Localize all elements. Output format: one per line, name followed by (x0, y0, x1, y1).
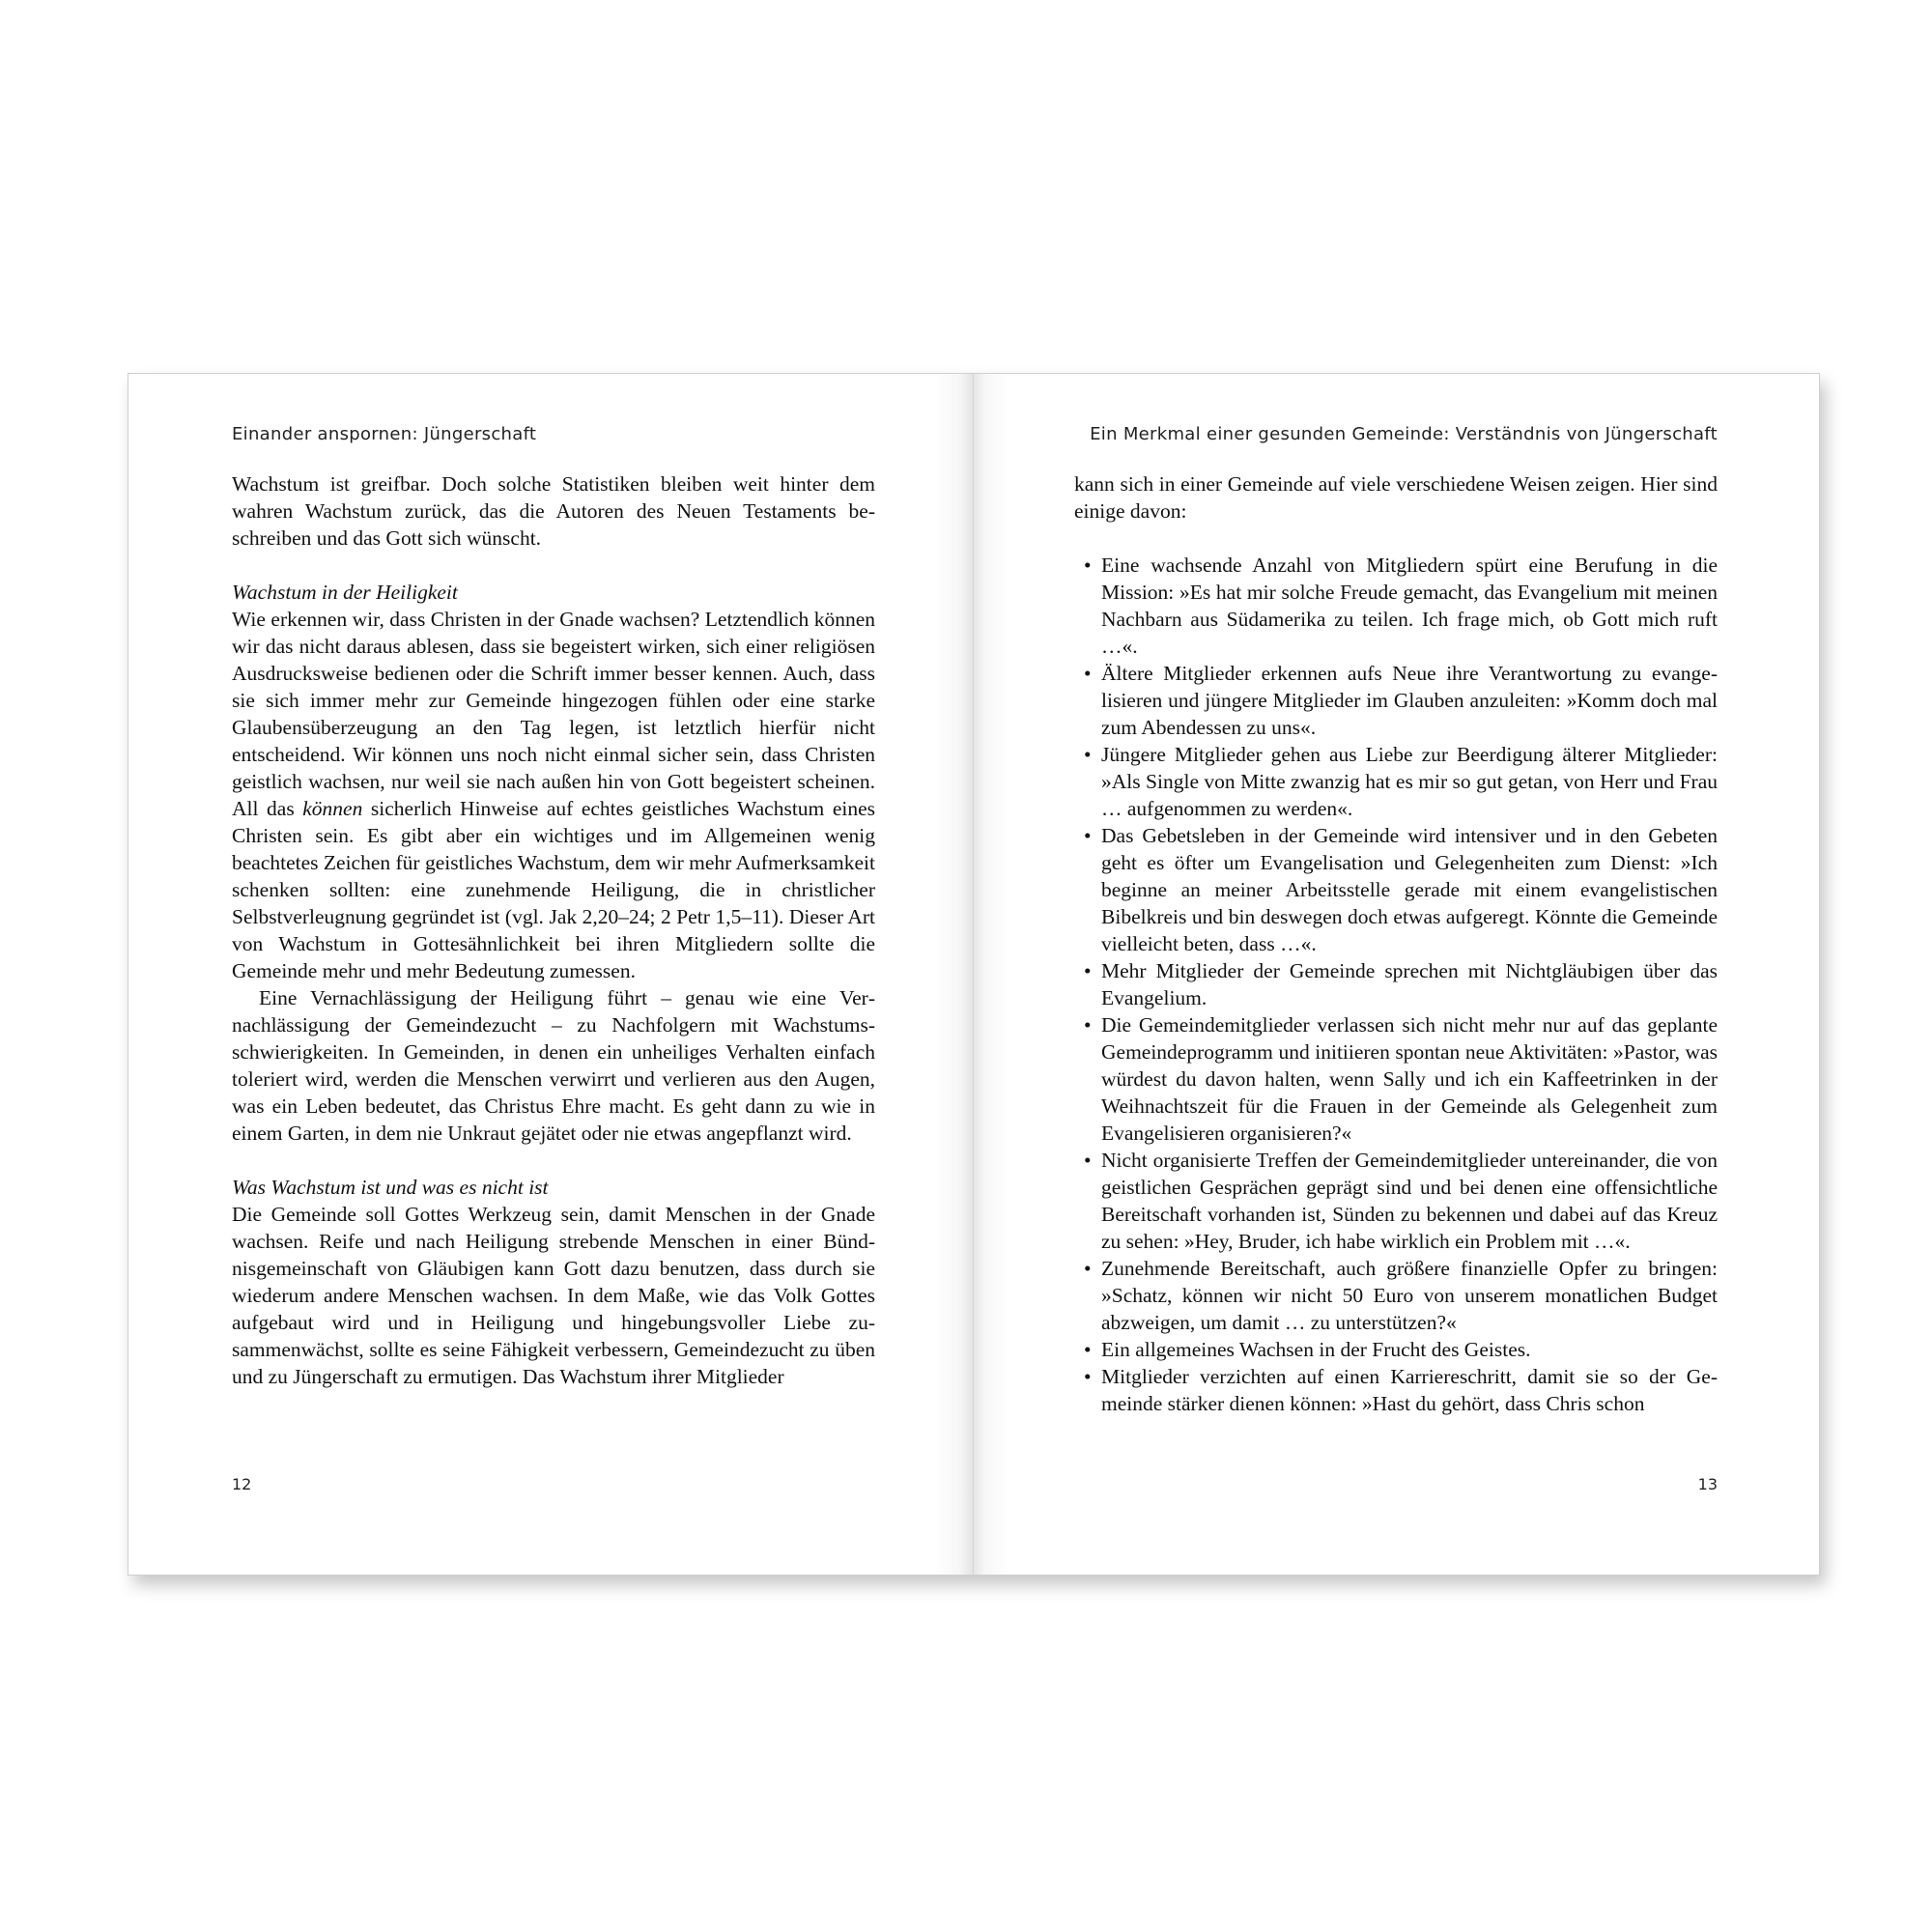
list-item (1074, 552, 1718, 660)
list-item-text: Ein allgemeines Wachsen in der Frucht des Geistes. (1101, 1338, 1531, 1361)
emphasis: können (302, 797, 363, 820)
text-run: sicherlich Hinweise auf echtes geistliches Wachstum eines Christen sein. Es gibt aber ein wichtiges und im Allgemeinen wenig beachtetes Zeichen für geistliches Wachstum, dem wir mehr Aufmerksamkeit schenken sollten: eine zunehmende Heiligung, die in christlicher Selbstverleugnung gegründet ist (vgl. Jak 2,20–24; 2 Petr 1,5–11). Dieser Art von Wachstum in Gottesähnlichkeit bei ihren Mitgliedern sollte die Gemeinde mehr und mehr Bedeutung zumessen. (232, 797, 875, 982)
running-head-right: Ein Merkmal einer gesunden Gemeinde: Verständnis von Jüngerschaft (1090, 424, 1718, 444)
running-head-left: Einander anspornen: Jüngerschaft (232, 424, 537, 444)
right-page (974, 374, 1819, 1575)
list-item-text: Mehr Mitglieder der Gemeinde sprechen mit Nichtgläubigen über das Evangelium. (1101, 959, 1718, 1009)
paragraph (232, 606, 875, 984)
paragraph: Die Gemeinde soll Gottes Werkzeug sein, damit Menschen in der Gnade wachsen. Reife und nach Heiligung strebende Menschen in einer Bündnisgemeinschaft von Gläubigen kann Gott dazu benutzen, dass durch sie wiederum andere Menschen wachsen. In dem Maße, wie das Volk Gottes aufgebaut wird und in Heiligung und hingebungsvoller Liebe zusammenwächst, sollte es seine Fähigkeit verbessern, Gemeindezucht zu üben und zu Jüngerschaft zu ermutigen. Das Wachstum ihrer Mitglieder (232, 1203, 875, 1388)
list-item-text: Jüngere Mitglieder gehen aus Liebe zur Beerdigung älterer Mitglieder: »Als Single von Mitte zwanzig hat es mir so gut getan, von Herr und Frau … aufgenommen zu werden«. (1101, 743, 1718, 820)
paragraph: Eine Vernachlässigung der Heiligung führt – genau wie eine Vernachlässigung der Gemeindezucht – zu Nachfolgern mit Wachstumsschwierigkeiten. In Gemeinden, in denen ein unheiliges Verhalten einfach toleriert wird, werden die Menschen verwirrt und verlieren aus den Augen, was ein Leben bedeutet, das Christus Ehre macht. Es geht dann zu wie in einem Garten, in dem nie Unkraut gejätet oder nie etwas angepflanzt wird. (232, 986, 875, 1145)
left-page (128, 374, 974, 1575)
paragraph: kann sich in einer Gemeinde auf viele verschiedene Weisen zeigen. Hier sind einige davon: (1074, 472, 1718, 523)
page-number-left: 12 (232, 1475, 252, 1493)
list-item (1074, 957, 1718, 1011)
bullet-mark: • (1084, 824, 1092, 847)
bullet-mark: • (1084, 1338, 1092, 1361)
bullet-mark: • (1084, 1365, 1092, 1388)
list-item (1074, 822, 1718, 957)
page-number-right: 13 (1697, 1475, 1718, 1493)
paragraph: Wachstum ist greifbar. Doch solche Statistiken bleiben weit hinter dem wahren Wachstum zurück, das die Autoren des Neuen Testaments beschreiben und das Gott sich wünscht. (232, 472, 875, 550)
list-item-text: Die Gemeindemitglieder verlassen sich nicht mehr nur auf das geplante Gemeindeprogramm und initiieren spontan neue Aktivitäten: »Pastor, was würdest du davon halten, wenn Sally und ich ein Kaffeetrinken in der Weihnachtszeit für die Frauen in der Gemeinde als Gelegenheit zum Evangelisieren organisieren?« (1101, 1013, 1718, 1145)
section-heading: Was Wachstum ist und was es nicht ist (232, 1176, 549, 1199)
left-page-body (232, 470, 875, 1390)
bullet-mark: • (1084, 743, 1092, 766)
list-item (1074, 1336, 1718, 1363)
book-spread (128, 373, 1820, 1576)
list-item-text: Ältere Mitglieder erkennen aufs Neue ihre Verantwortung zu evangelisieren und jüngere Mitglieder im Glauben anzuleiten: »Komm doch mal zum Abendessen zu uns«. (1101, 662, 1718, 739)
list-item-text: Nicht organisierte Treffen der Gemeindemitglieder untereinander, die von geistlichen Gesprächen geprägt sind und bei denen eine offensichtliche Bereitschaft vorhanden ist, Sünden zu bekennen und dabei auf das Kreuz zu sehen: »Hey, Bruder, ich habe wirklich ein Problem mit …«. (1101, 1149, 1718, 1253)
list-item (1074, 1255, 1718, 1336)
right-page-body (1074, 470, 1718, 1417)
list-item (1074, 741, 1718, 822)
list-item (1074, 1363, 1718, 1417)
list-item (1074, 1011, 1718, 1147)
bullet-mark: • (1084, 554, 1092, 577)
list-item-text: Mitglieder verzichten auf einen Karriereschritt, damit sie so der Gemeinde stärker dienen können: »Hast du gehört, dass Chris schon (1101, 1365, 1718, 1415)
list-item-text: Das Gebetsleben in der Gemeinde wird intensiver und in den Gebeten geht es öfter um Evangelisation und Gelegenheiten zum Dienst: »Ich beginne an meiner Arbeitsstelle gerade mit einem evangelistischen Bibelkreis und bin deswegen doch etwas aufgeregt. Könnte die Gemeinde vielleicht beten, dass …«. (1101, 824, 1718, 955)
bullet-mark: • (1084, 1013, 1092, 1037)
list-item-text: Eine wachsende Anzahl von Mitgliedern spürt eine Berufung in die Mission: »Es hat mir solche Freude gemacht, das Evangelium mit meinen Nachbarn aus Südamerika zu teilen. Ich frage mich, ob Gott mich ruft …«. (1101, 554, 1718, 658)
list-item (1074, 660, 1718, 741)
list-item (1074, 1147, 1718, 1255)
bullet-mark: • (1084, 1257, 1092, 1280)
section-heading: Wachstum in der Heiligkeit (232, 581, 458, 604)
bullet-mark: • (1084, 1149, 1092, 1172)
bullet-list (1074, 552, 1718, 1417)
text-run: Wie erkennen wir, dass Christen in der Gnade wachsen? Letztendlich können wir das nicht daraus ablesen, dass sie begeistert wirken, sich einer religiösen Ausdrucksweise bedienen oder die Schrift immer besser kennen. Auch, dass sie sich immer mehr zur Gemeinde hingezogen fühlen oder eine starke Glaubensüberzeugung an den Tag legen, ist letztlich hierfür nicht entscheidend. Wir können uns noch nicht einmal sicher sein, dass Christen geistlich wachsen, nur weil sie nach außen hin von Gott begeistert scheinen. All das (232, 608, 875, 820)
list-item-text: Zunehmende Bereitschaft, auch größere finanzielle Opfer zu bringen: »Schatz, können wir nicht 50 Euro von unserem monatlichen Budget abzweigen, um damit … zu unterstützen?« (1101, 1257, 1718, 1334)
bullet-mark: • (1084, 662, 1092, 685)
bullet-mark: • (1084, 959, 1092, 982)
